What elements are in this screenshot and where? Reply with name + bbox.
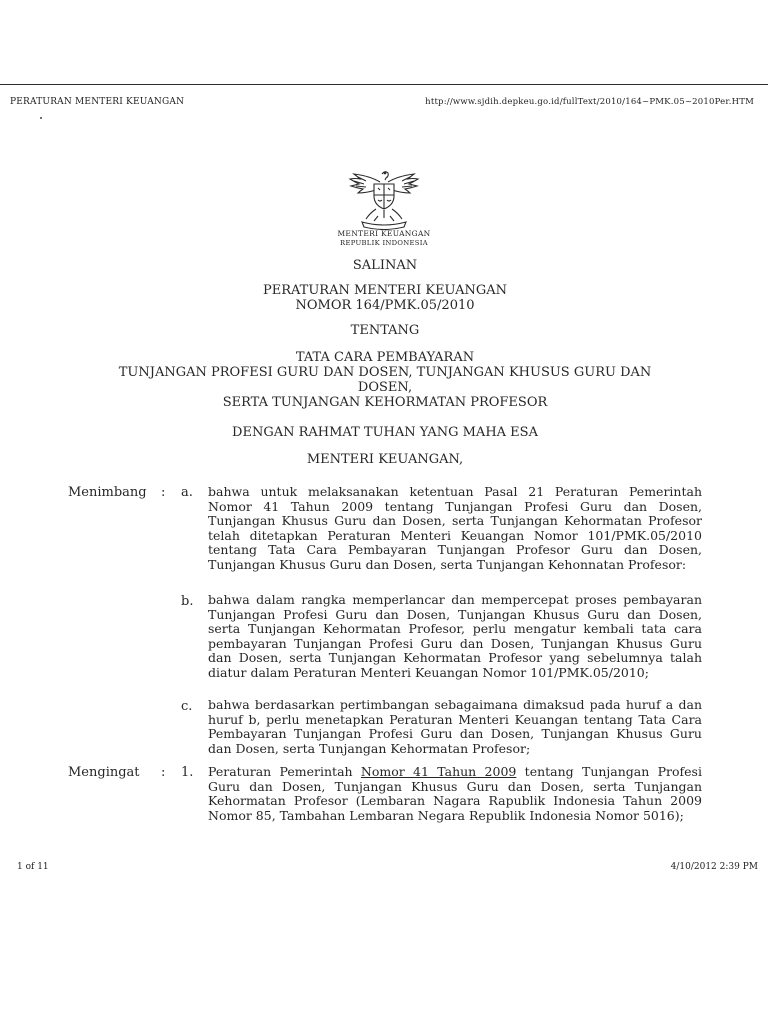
scan-top-edge <box>0 84 768 85</box>
subject-line-3: DOSEN, <box>357 380 413 395</box>
mengingat-item-1-text <box>208 765 702 823</box>
print-header-url: http://www.sjdih.depkeu.go.id/fullText/2010/164~PMK.05~2010Per.HTM <box>425 97 754 107</box>
scan-speck <box>40 117 42 119</box>
menimbang-item-b-text: bahwa dalam rangka memperlancar dan mempercepat proses pembayaran Tunjangan Profesi Guru dan Dosen, Tunjangan Khusus Guru dan Dosen, serta Tunjangan Kehormatan Profesor, perlu mengatur kembali tata cara pembayaran Tunjangan Profesi Guru dan Dosen, Tunjangan Khusus Guru dan Dosen, serta Tunjangan Kehormatan Profesor yang sebelumnya talah diatur dalam Peraturan Menteri Keuangan Nomor 101/PMK.05/2010; <box>208 592 702 680</box>
print-header-title: PERATURAN MENTERI KEUANGAN <box>10 97 185 107</box>
menimbang-label: Menimbang <box>68 485 147 500</box>
menimbang-item-b-letter: b. <box>181 594 194 609</box>
mengingat-label: Mengingat <box>68 765 140 780</box>
print-datetime: 4/10/2012 2:39 PM <box>670 862 758 872</box>
menimbang-item-c-text: bahwa berdasarkan pertimbangan sebagaimana dimaksud pada huruf a dan huruf b, perlu menetapkan Peraturan Menteri Keuangan tentang Tata Cara Pembayaran Tunjangan Profesi Guru dan Dosen, Tunjangan Khusus Guru dan Dosen, serta Tunjangan Kehormatan Profesor; <box>208 697 702 756</box>
page-counter: 1 of 11 <box>17 862 49 872</box>
mengingat-item-1-number: 1. <box>181 765 194 780</box>
tentang-label: TENTANG <box>350 323 420 338</box>
mengingat-colon: : <box>161 765 166 780</box>
subject-line-2: TUNJANGAN PROFESI GURU DAN DOSEN, TUNJANGAN KHUSUS GURU DAN <box>118 365 652 380</box>
menteri-line: MENTERI KEUANGAN, <box>306 452 464 467</box>
menimbang-item-a-letter: a. <box>181 485 193 500</box>
mengingat-item-1-suffix: tentang Tunjangan Profesi Guru dan Dosen, Tunjangan Khusus Guru dan Dosen, serta Tunjangan Kehormatan Profesor (Lembaran Nagara Rapublik Indonesia Tahun 2009 Nomor 85, Tambahan Lembaran Negara Republik Indonesia Nomor 5016); <box>208 764 702 823</box>
regulation-number: NOMOR 164/PMK.05/2010 <box>295 298 475 313</box>
mengingat-item-1-prefix: Peraturan Pemerintah <box>208 764 361 779</box>
mengingat-item-1-link[interactable]: Nomor 41 Tahun 2009 <box>360 764 517 779</box>
emblem-caption-republic: REPUBLIK INDONESIA <box>340 239 428 247</box>
garuda-emblem-icon <box>340 168 428 230</box>
salinan-label: SALINAN <box>352 258 418 273</box>
menimbang-colon: : <box>161 485 166 500</box>
menimbang-item-a-text: bahwa untuk melaksanakan ketentuan Pasal 21 Peraturan Pemerintah Nomor 41 Tahun 2009 tentang Tunjangan Profesi Guru dan Dosen, Tunjangan Khusus Guru dan Dosen, serta Tunjangan Kehormatan Profesor telah ditetapkan Peraturan Menteri Keuangan Nomor 101/PMK.05/2010 tentang Tata Cara Pembayaran Tunjangan Profesor Guru dan Dosen, Tunjangan Khusus Guru dan Dosen, serta Tunjangan Kehonnatan Profesor: <box>208 484 702 572</box>
subject-line-4: SERTA TUNJANGAN KEHORMATAN PROFESOR <box>222 395 548 410</box>
menimbang-item-c-letter: c. <box>181 699 193 714</box>
rahmat-line: DENGAN RAHMAT TUHAN YANG MAHA ESA <box>232 425 538 440</box>
subject-line-1: TATA CARA PEMBAYARAN <box>295 350 475 365</box>
emblem-caption-ministry: MENTERI KEUANGAN <box>337 229 431 238</box>
regulation-title: PERATURAN MENTERI KEUANGAN <box>262 283 508 298</box>
